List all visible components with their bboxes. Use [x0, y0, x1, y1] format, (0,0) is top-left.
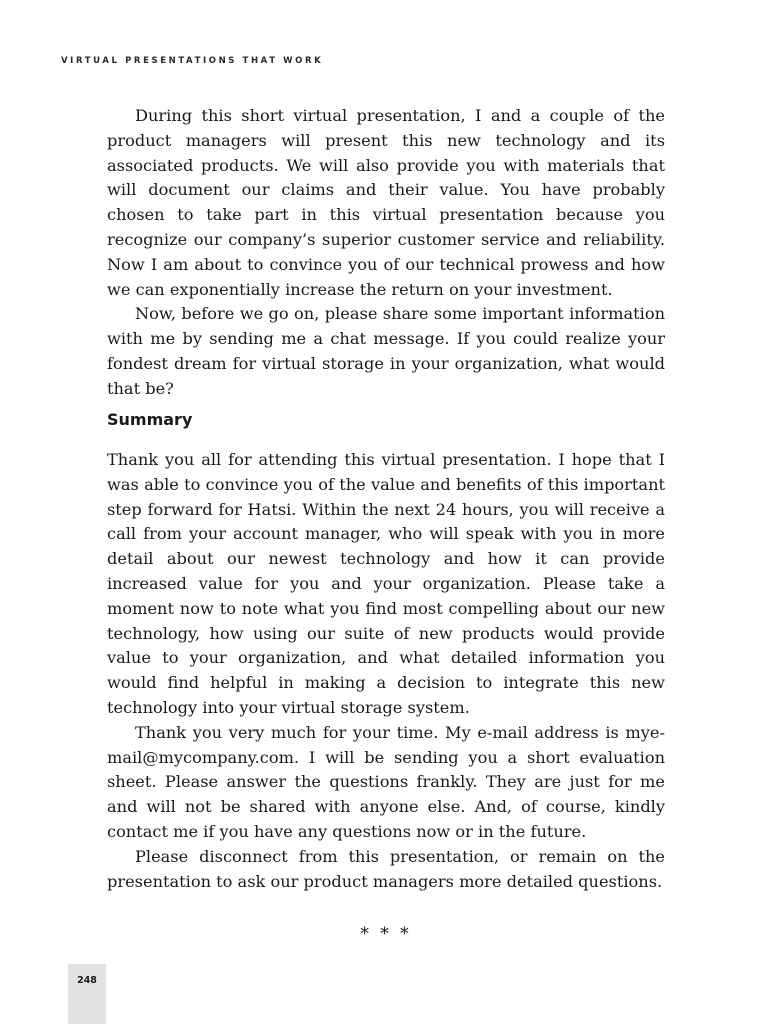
section-separator: * * *: [360, 924, 412, 944]
paragraph: Now, before we go on, please share some important information with me by sending me a chat message. If you could realize your fondest dream for virtual storage in your organization, what would that be?: [107, 304, 665, 398]
body-text-summary: [107, 448, 665, 894]
summary-heading: Summary: [107, 410, 193, 429]
paragraph: Thank you all for attending this virtual presentation. I hope that I was able to convince you of the value and benefits of this important step forward for Hatsi. Within the next 24 hours, you will receive a call from your account manager, who will speak with you in more detail about our newest technology and how it can provide increased value for you and your organization. Please take a moment now to note what you find most compelling about our new technology, how using our suite of new products would provide value to your organization, and what detailed information you would find helpful in making a decision to integrate this new technology into your virtual storage system.: [107, 450, 665, 717]
page-number: 248: [77, 975, 97, 986]
paragraph: During this short virtual presentation, I and a couple of the product managers will present this new technology and its associated products. We will also provide you with materials that will document our claims and their value. You have probably chosen to take part in this virtual presentation because you recognize our company’s superior customer service and reliability. Now I am about to convince you of our technical prowess and how we can exponentially increase the return on your investment.: [107, 106, 665, 299]
body-text-section-1: [107, 104, 665, 402]
paragraph: Thank you very much for your time. My e-mail address is myemail@mycompany.com. I will be sending you a short evaluation sheet. Please answer the questions frankly. They are just for me and will not be shared with anyone else. And, of course, kindly contact me if you have any questions now or in the future.: [107, 722, 665, 841]
paragraph: Please disconnect from this presentation, or remain on the presentation to ask our product managers more detailed questions.: [107, 846, 665, 891]
folio-tab: [68, 964, 106, 1024]
running-head: VIRTUAL PRESENTATIONS THAT WORK: [61, 56, 324, 66]
